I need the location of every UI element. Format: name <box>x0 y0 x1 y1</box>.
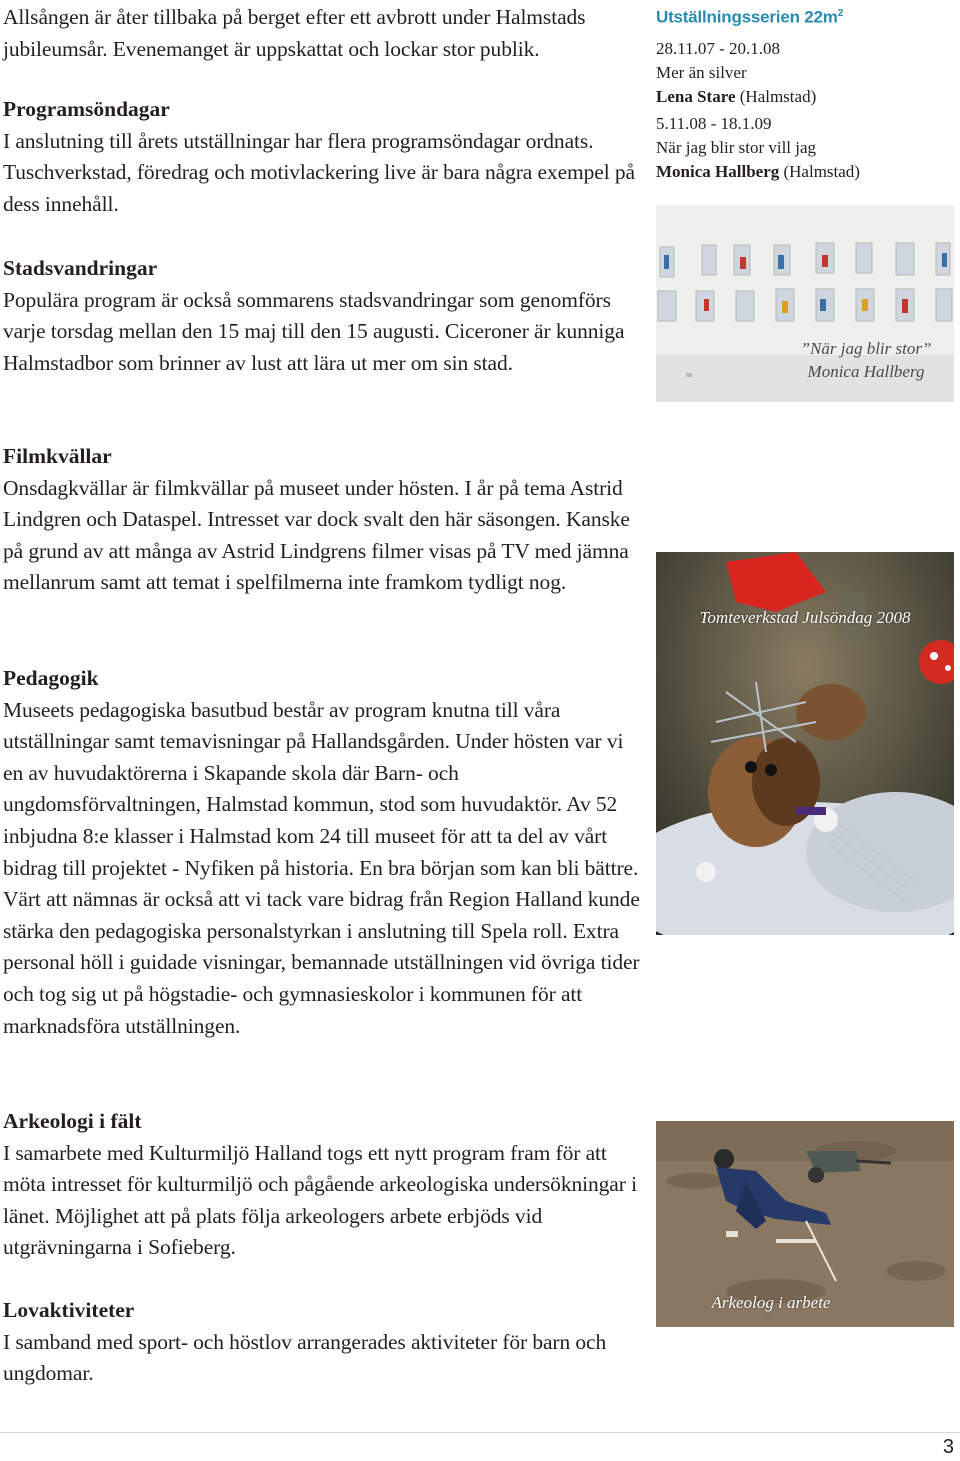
photo-caption: ”När jag blir stor” Monica Hallberg <box>800 339 932 381</box>
section-heading: Arkeologi i fält <box>3 1109 142 1133</box>
photo-caption: Arkeolog i arbete <box>711 1293 831 1312</box>
section-stadsvandringar <box>3 253 643 379</box>
series-artist: Monica Hallberg (Halmstad) <box>656 161 860 181</box>
section-lovaktiviteter <box>3 1295 643 1390</box>
photo-gallery-wall <box>656 205 954 402</box>
section-heading: Programsöndagar <box>3 97 170 121</box>
page-number: 3 <box>942 1436 954 1458</box>
section-heading: Stadsvandringar <box>3 256 158 280</box>
series-title: Utställningsserien $22m^2$ <box>656 7 844 27</box>
section-paragraph: I anslutning till årets utställningar har flera programsöndagar ordnats. Tuschverkstad, föredrag och motivlackering live är bara några exempel på dess innehåll. <box>3 128 635 216</box>
section-paragraph: Museets pedagogiska basutbud består av program knutna till våra utställningar samt temavisningar på Hallandsgården. Under hösten var vi en av huvudaktörerna i Skapande skola där Barn- och ungdomsförvaltningen, Halmstad kommun, stod som huvudaktör. Av 52 inbjudna 8:e klasser i Halmstad kom 24 till museet för att ta del av vårt bidrag till projektet - Nyfiken på historia. En bra början som kan bli bättre. Värt att nämnas är också att vi tack vare bidrag från Region Halland kunde stärka den pedagogiska personalstyrkan i anslutning till Spela roll. Extra personal höll i guidade visningar, bemannade utställningen vid övriga tider och tog sig ut på högstadie- och gymnasieskolor i kommunen för att marknadsföra utställningen. <box>3 697 640 1038</box>
footer-rule <box>0 1432 960 1433</box>
section-pedagogik <box>3 663 643 1042</box>
series-artist: Lena Stare (Halmstad) <box>656 86 817 106</box>
section-heading: Filmkvällar <box>3 444 112 468</box>
series-exhibition-title: Mer än silver <box>656 62 747 82</box>
section-paragraph: Onsdagkvällar är filmkvällar på museet under hösten. I år på tema Astrid Lindgren och Dataspel. Intresset var dock svalt den här säsongen. Kanske på grund av att många av Astrid Lindgrens filmer visas på TV med jämna mellanrum samt att temat i spelfilmerna inte framkom tydligt nog. <box>3 475 630 595</box>
intro-paragraph: Allsången är åter tillbaka på berget efter ett avbrott under Halmstads jubileumsår. Evenemanget är uppskattat och lockar stor publik. <box>3 5 586 61</box>
series-dates: 28.11.07 - 20.1.08 <box>656 38 781 58</box>
intro-block <box>3 2 643 65</box>
photo-arkeolog <box>656 1121 954 1327</box>
photo-tomteverkstad <box>656 552 954 935</box>
section-filmkvallar <box>3 441 643 599</box>
photo-caption: Tomteverkstad Julsöndag 2008 <box>699 608 911 627</box>
section-paragraph: I samarbete med Kulturmiljö Halland togs ett nytt program fram för att möta intresset för kulturmiljö och pågående arkeologiska undersökningar i länet. Möjlighet att på plats följa arkeologers arbete erbjöds vid utgrävningarna i Sofieberg. <box>3 1140 637 1260</box>
section-arkeologi <box>3 1106 643 1264</box>
section-heading: Lovaktiviteter <box>3 1298 135 1322</box>
section-paragraph: I samband med sport- och höstlov arrangerades aktiviteter för barn och ungdomar. <box>3 1329 607 1386</box>
section-heading: Pedagogik <box>3 666 99 690</box>
series-dates: 5.11.08 - 18.1.09 <box>656 113 772 133</box>
section-paragraph: Populära program är också sommarens stadsvandringar som genomförs varje torsdag mellan den 15 maj till den 15 augusti. Ciceroner är kunniga Halmstadbor som brinner av lust att lära ut mer om sin stad. <box>3 287 625 375</box>
series-exhibition-title: När jag blir stor vill jag <box>656 137 817 157</box>
section-programsondagar <box>3 94 643 220</box>
exhibition-series <box>656 3 956 184</box>
